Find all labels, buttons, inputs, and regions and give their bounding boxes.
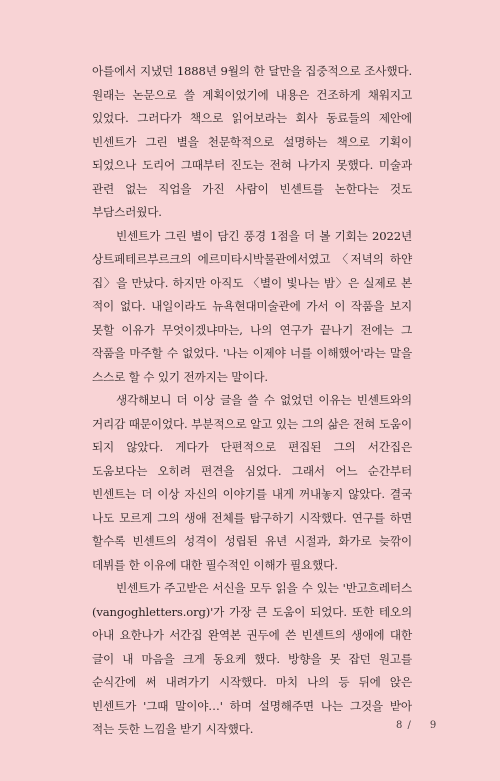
paragraph: 생각해보니 더 이상 글을 쓸 수 없었던 이유는 빈센트와의 거리감 때문이었다. 부분적으로 알고 있는 그의 삶은 전혀 도움이 되지 않았다. 게다가 단편적으로 편집된 그의 서간집은 도움보다는 오히려 편견을 심었다. 그래서 어느 순간부터 빈센트는 더 이상 자신의 이야기를 내게 꺼내놓지 않았다. 결국 나도 모르게 그의 생애 전체를 탐구하기 시작했다. 연구를 하면 할수록 빈센트의 성격이 성립된 유년 시절과, 화가로 늦깎이 데뷔를 한 이유에 대한 필수적인 이해가 필요했다.: [92, 393, 412, 572]
body-text: [92, 60, 412, 742]
paragraph-continuation: 아를에서 지냈던 1888년 9월의 한 달만을 집중적으로 조사했다. 원래는 논문으로 쓸 계획이었기에 내용은 건조하게 채워지고 있었다. 그러다가 책으로 읽어보라는 회사 동료들의 제안에 빈센트가 그린 별을 천문학적으로 설명하는 책으로 기획이 되었으나 도리어 그때부터 진도는 전혀 나가지 못했다. 미술과 관련 없는 직업을 가진 사람이 빈센트를 논한다는 것도 부담스러웠다.: [92, 64, 412, 219]
paragraph: 빈센트가 그린 별이 담긴 풍경 1점을 더 볼 기회는 2022년 상트페테르부르크의 에르미타시박물관에서였고 〈저녁의 하얀 집〉을 만났다. 하지만 아직도 〈별이 빛나는 밤〉은 실제로 본 적이 없다. 내일이라도 뉴욕현대미술관에 가서 이 작품을 보지 못할 이유가 무엇이겠냐마는, 나의 연구가 끝나기 전에는 그 작품을 마주할 수 없었다. '나는 이제야 너를 이해했어'라는 말을 스스로 할 수 있기 전까지는 말이다.: [92, 228, 412, 384]
page-number-right: 9: [429, 720, 438, 731]
paragraph: 빈센트가 주고받은 서신을 모두 읽을 수 있는 '반고흐레터스(vangoghletters.org)'가 가장 큰 도움이 되었다. 또한 테오의 아내 요한나가 서간집 완역본 권두에 쓴 빈센트의 생애에 대한 글이 내 마음을 크게 동요케 했다. 방향을 못 잡던 원고를 순식간에 써 내려가기 시작했다. 마치 나의 등 뒤에 앉은 빈센트가 '그때 말이야…' 하며 설명해주면 나는 그것을 받아 적는 듯한 느낌을 받기 시작했다.: [92, 581, 412, 736]
page-number: [396, 720, 437, 731]
page-number-left: 8 /: [396, 720, 412, 731]
